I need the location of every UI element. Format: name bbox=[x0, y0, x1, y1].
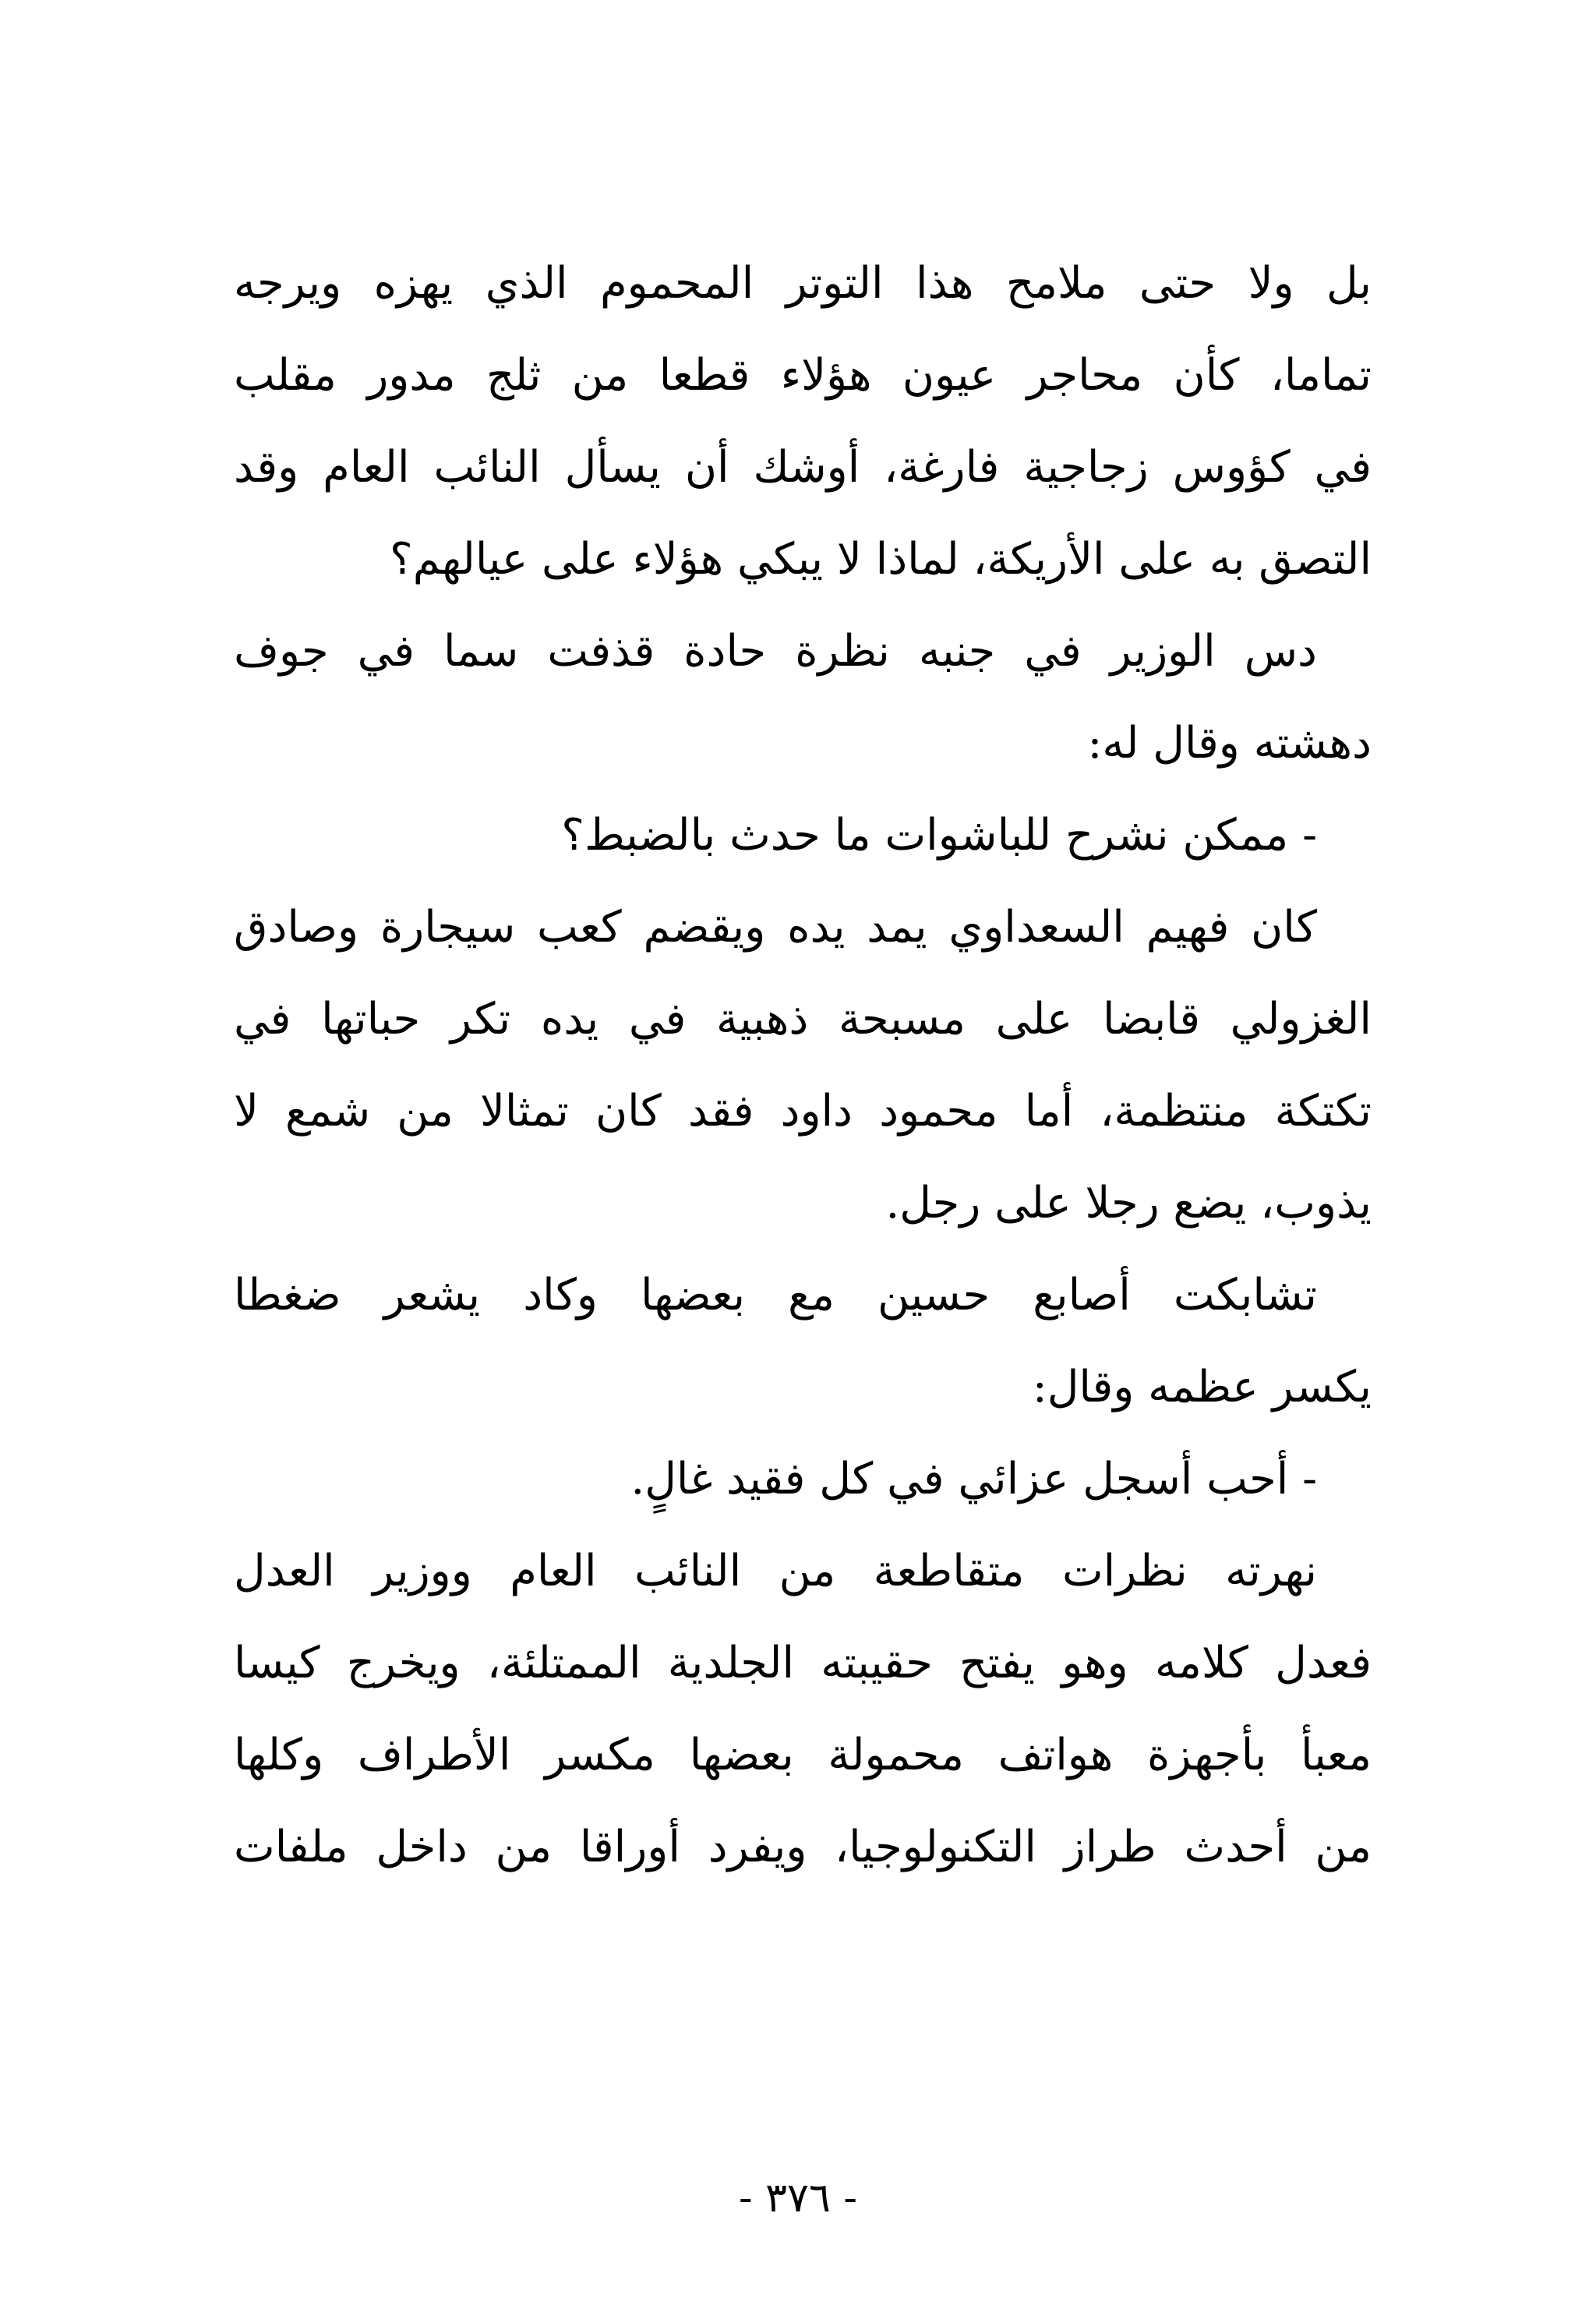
text-line-4: التصق به على الأريكة، لماذا لا يبكي هؤلاء على عيالهم؟ bbox=[390, 534, 1372, 585]
text-line-17: معبأ بأجهزة هواتف محمولة بعضها مكسر الأطراف وكلها bbox=[234, 1730, 1372, 1780]
text-line-12: تشابكت أصابع حسين مع بعضها وكاد يشعر ضغطا bbox=[234, 1270, 1317, 1320]
text-line-7: - ممكن نشرح للباشوات ما حدث بالضبط؟ bbox=[561, 810, 1317, 861]
text-line-13: يكسر عظمه وقال: bbox=[1032, 1362, 1372, 1412]
text-line-18: من أحدث طراز التكنولوجيا، ويفرد أوراقا من داخل ملفات bbox=[234, 1822, 1372, 1872]
page-number: - ٣٧٦ - bbox=[738, 2175, 857, 2222]
text-line-1: بل ولا حتى ملامح هذا التوتر المحموم الذي يهزه ويرجه bbox=[234, 258, 1372, 309]
body-text bbox=[234, 238, 1372, 1893]
text-line-6: دهشته وقال له: bbox=[1087, 718, 1372, 769]
text-line-2: تماما، كأن محاجر عيون هؤلاء قطعا من ثلج مدور مقلب bbox=[234, 350, 1372, 401]
text-line-11: يذوب، يضع رجلا على رجل. bbox=[885, 1178, 1372, 1229]
text-line-14: - أحب أسجل عزائي في كل فقيد غالٍ. bbox=[630, 1454, 1317, 1504]
text-line-5: دس الوزير في جنبه نظرة حادة قذفت سما في جوف bbox=[234, 626, 1317, 677]
text-line-10: تكتكة منتظمة، أما محمود داود فقد كان تمثالا من شمع لا bbox=[234, 1086, 1372, 1137]
text-line-15: نهرته نظرات متقاطعة من النائب العام ووزير العدل bbox=[234, 1546, 1317, 1596]
text-line-3: في كؤوس زجاجية فارغة، أوشك أن يسأل النائب العام وقد bbox=[234, 442, 1372, 493]
text-line-9: الغزولي قابضا على مسبحة ذهبية في يده تكر حباتها في bbox=[234, 994, 1372, 1045]
text-line-16: فعدل كلامه وهو يفتح حقيبته الجلدية الممتلئة، ويخرج كيسا bbox=[234, 1638, 1372, 1688]
text-line-8: كان فهيم السعداوي يمد يده ويقضم كعب سيجارة وصادق bbox=[234, 902, 1317, 953]
